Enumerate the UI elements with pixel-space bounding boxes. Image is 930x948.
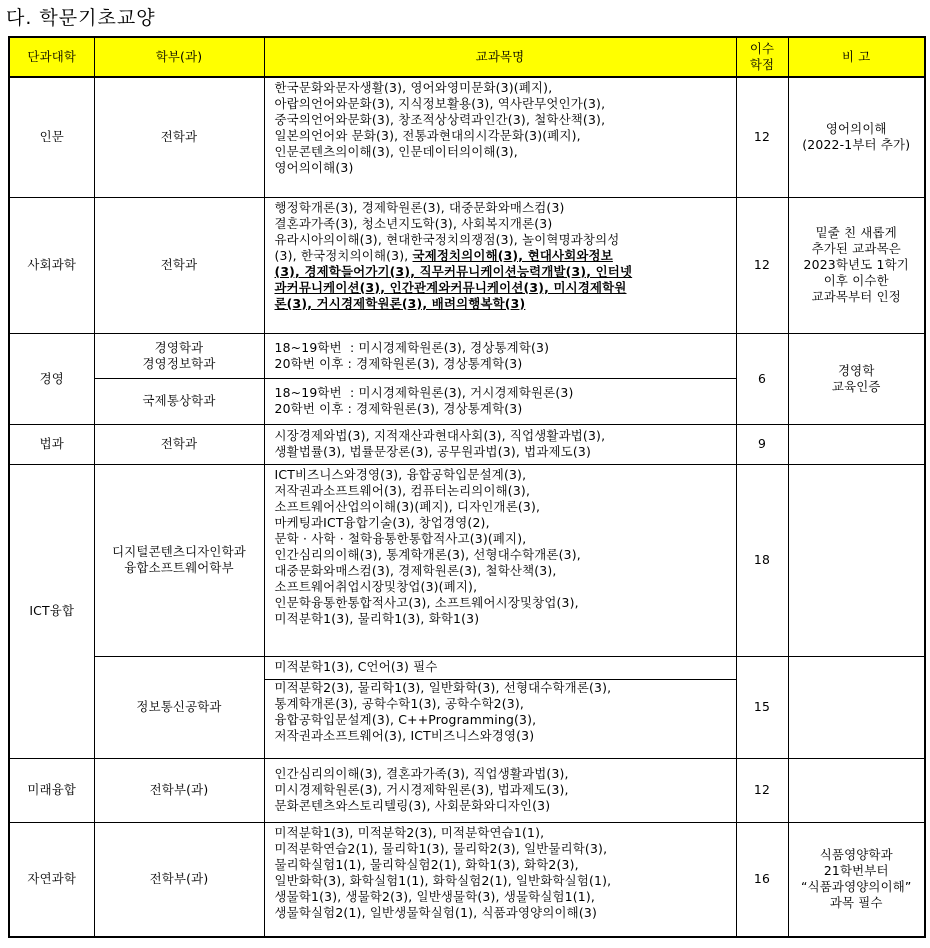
- course-line: 아랍의언어와문화(3), 지식정보활용(3), 역사란무엇인가(3),: [274, 96, 606, 111]
- course-line: 인간심리의이해(3), 통계학개론(3), 선형대수학개론(3),: [274, 546, 581, 562]
- row-humanities: [9, 77, 925, 197]
- course-line: 인문콘텐츠의이해(3), 인문데이터의이해(3),: [274, 144, 518, 159]
- header-dept: 학부(과): [94, 37, 264, 77]
- course-line: 물리학실험1(1), 물리학실험2(1), 화학1(3), 화학2(3),: [274, 856, 579, 872]
- new-course-line: (3), 경제학들어가기(3), 직무커뮤니케이션능력개발(3), 인터넷: [274, 263, 633, 279]
- course-line: 통계학개론(3), 공학수학1(3), 공학수학2(3),: [274, 695, 525, 711]
- college-cell: 사회과학: [9, 197, 94, 333]
- course-line: 문화콘텐츠와스토리텔링(3), 사회문화와디자인(3): [274, 798, 551, 813]
- required-course-line: 미적분학1(3), C언어(3) 필수: [274, 658, 438, 674]
- course-line: 일본의언어와 문화(3), 전통과현대의시각문화(3)(폐지),: [274, 128, 581, 143]
- note-cell: [788, 464, 925, 656]
- college-cell: 경영: [9, 333, 94, 424]
- course-cell: [264, 333, 736, 378]
- header-credits: 이수 학점: [736, 37, 788, 77]
- course-line: 생물학1(3), 생물학2(3), 일반생물학(3), 생물학실험1(1),: [274, 888, 596, 904]
- dept-cell: 전학과: [94, 77, 264, 197]
- course-cell: [264, 378, 736, 424]
- college-cell: ICT융합: [9, 464, 94, 758]
- row-natural-science: [9, 822, 925, 937]
- course-line: 미적분학1(3), 물리학1(3), 화학1(3): [274, 610, 480, 626]
- dept-cell: 정보통신공학과: [94, 656, 264, 758]
- new-course-text: 국제정치의이해(3), 현대사회와정보: [412, 247, 613, 263]
- course-line: 인문학융통한통합적사고(3), 소프트웨어시장및창업(3),: [274, 594, 579, 610]
- new-course-line: 론(3), 거시경제학원론(3), 배려의행복학(3): [274, 295, 526, 311]
- dept-cell: 전학부(과): [94, 758, 264, 822]
- course-line: 생물학실험2(1), 일반생물학실험(1), 식품과영양의이해(3): [274, 904, 597, 920]
- course-line: 저작권과소프트웨어(3), 컴퓨터논리의이해(3),: [274, 482, 531, 498]
- course-cell: [264, 424, 736, 464]
- course-line: 중국의언어와문화(3), 창조적상상력과인간(3), 철학산책(3),: [274, 112, 606, 127]
- college-cell: 자연과학: [9, 822, 94, 937]
- course-line: 마케팅과ICT융합기술(3), 창업경영(2),: [274, 514, 490, 530]
- note-cell: [788, 424, 925, 464]
- row-future: [9, 758, 925, 822]
- header-college: 단과대학: [9, 37, 94, 77]
- credits-cell: 9: [736, 424, 788, 464]
- header-row: [9, 37, 925, 77]
- new-course-line: 과커뮤니케이션(3), 인간관계와커뮤니케이션(3), 미시경제학원: [274, 279, 627, 295]
- row-ict-a: [9, 464, 925, 656]
- curriculum-table: [8, 36, 926, 938]
- course-line: 저작권과소프트웨어(3), ICT비즈니스와경영(3): [274, 727, 535, 743]
- credits-cell: 18: [736, 464, 788, 656]
- course-line: 18~19학번 : 미시경제학원론(3), 거시경제학원론(3): [274, 385, 574, 400]
- course-line: 영어의이해(3): [274, 160, 354, 175]
- course-line: 생활법률(3), 법률문장론(3), 공무원과법(3), 법과제도(3): [274, 444, 591, 459]
- course-line: 미적분학2(3), 물리학1(3), 일반화학(3), 선형대수학개론(3),: [274, 679, 612, 695]
- note-cell: 영어의이해 (2022-1부터 추가): [788, 77, 925, 197]
- note-cell: [788, 758, 925, 822]
- course-line: (3), 한국정치의이해(3), 국제정치의이해(3), 현대사회와정보: [274, 247, 613, 263]
- course-line: 유라시아의이해(3), 현대한국정치의쟁점(3), 놀이혁명과창의성: [274, 231, 620, 247]
- course-line: 결혼과가족(3), 청소년지도학(3), 사회복지개론(3): [274, 215, 553, 231]
- dept-cell: 전학부(과): [94, 822, 264, 937]
- course-line: 행정학개론(3), 경제학원론(3), 대중문화와매스컴(3): [274, 199, 565, 215]
- header-course: 교과목명: [264, 37, 736, 77]
- course-subsection: [265, 679, 736, 744]
- college-cell: 인문: [9, 77, 94, 197]
- course-line: 한국문화와문자생활(3), 영어와영미문화(3)(폐지),: [274, 80, 553, 95]
- course-cell: [264, 77, 736, 197]
- credits-cell: 12: [736, 77, 788, 197]
- credits-cell: 12: [736, 758, 788, 822]
- dept-cell: 전학과: [94, 424, 264, 464]
- note-cell: [788, 656, 925, 758]
- credits-cell: 12: [736, 197, 788, 333]
- note-cell: 경영학 교육인증: [788, 333, 925, 424]
- course-line: 일반화학(3), 화학실험1(1), 화학실험2(1), 일반화학실험(1),: [274, 872, 612, 888]
- note-cell: 식품영양학과 21학번부터 “식품과영양의이해” 과목 필수: [788, 822, 925, 937]
- course-line: 대중문화와매스컴(3), 경제학원론(3), 철학산책(3),: [274, 562, 557, 578]
- course-line: ICT비즈니스와경영(3), 융합공학입문설계(3),: [274, 466, 527, 482]
- course-line: 인간심리의이해(3), 결혼과가족(3), 직업생활과법(3),: [274, 766, 569, 781]
- row-ict-b: [9, 656, 925, 758]
- course-line: 문학 · 사학 · 철학융통한통합적사고(3)(폐지),: [274, 530, 527, 546]
- course-line: 미적분학연습2(1), 물리학1(3), 물리학2(3), 일반물리학(3),: [274, 840, 608, 856]
- course-line: 18~19학번 : 미시경제학원론(3), 경상통계학(3): [274, 339, 550, 355]
- course-cell: [264, 464, 736, 656]
- college-cell: 미래융합: [9, 758, 94, 822]
- credits-cell: 15: [736, 656, 788, 758]
- course-line: 소프트웨어산업의이해(3)(폐지), 디자인개론(3),: [274, 498, 541, 514]
- dept-cell: 전학과: [94, 197, 264, 333]
- row-social-science: [9, 197, 925, 333]
- page-title: 다. 학문기초교양: [6, 7, 156, 29]
- course-cell: [264, 758, 736, 822]
- credits-cell: 16: [736, 822, 788, 937]
- course-line: 20학번 이후 : 경제학원론(3), 경상통계학(3): [274, 355, 523, 371]
- row-law: [9, 424, 925, 464]
- dept-cell: 경영학과 경영정보학과: [94, 333, 264, 378]
- course-cell: [264, 656, 736, 758]
- dept-cell: 국제통상학과: [94, 378, 264, 424]
- course-line: 미시경제학원론(3), 거시경제학원론(3), 법과제도(3),: [274, 782, 569, 797]
- course-cell: [264, 197, 736, 333]
- course-line: 융합공학입문설계(3), C++Programming(3),: [274, 711, 537, 727]
- course-line: 20학번 이후 : 경제학원론(3), 경상통계학(3): [274, 401, 523, 416]
- college-cell: 법과: [9, 424, 94, 464]
- course-line: 미적분학1(3), 미적분학2(3), 미적분학연습1(1),: [274, 824, 545, 840]
- course-line: 소프트웨어취업시장및창업(3)(폐지),: [274, 578, 478, 594]
- credits-cell: 6: [736, 333, 788, 424]
- header-note: 비 고: [788, 37, 925, 77]
- row-business-a: [9, 333, 925, 378]
- course-cell: [264, 822, 736, 937]
- dept-cell: 디지털콘텐츠디자인학과 융합소프트웨어학부: [94, 464, 264, 656]
- note-cell: 밑줄 친 새롭게 추가된 교과목은 2023학년도 1학기 이후 이수한 교과목부터 인정: [788, 197, 925, 333]
- course-line: 시장경제와법(3), 지적재산과현대사회(3), 직업생활과법(3),: [274, 428, 606, 443]
